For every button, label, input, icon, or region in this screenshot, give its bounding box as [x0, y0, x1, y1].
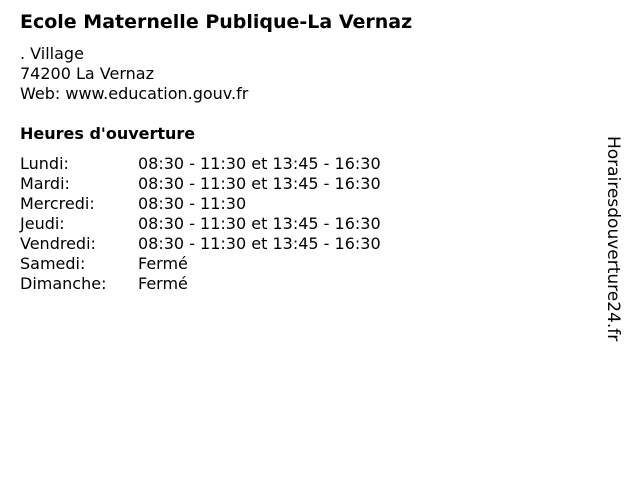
- hours-heading: Heures d'ouverture: [20, 124, 196, 143]
- hours-row-wednesday: [20, 194, 381, 214]
- day-label: Lundi:: [20, 154, 69, 173]
- day-hours: 08:30 - 11:30: [138, 194, 247, 213]
- day-label: Mardi:: [20, 174, 70, 193]
- hours-row-tuesday: [20, 174, 381, 194]
- address-street: . Village: [20, 44, 84, 63]
- hours-row-thursday: [20, 214, 381, 234]
- day-label: Vendredi:: [20, 234, 96, 253]
- day-label: Dimanche:: [20, 274, 107, 293]
- site-watermark: Horairesdouverture24.fr: [603, 136, 623, 342]
- hours-row-friday: [20, 234, 381, 254]
- day-hours: Fermé: [138, 254, 188, 273]
- day-hours: 08:30 - 11:30 et 13:45 - 16:30: [138, 174, 381, 193]
- hours-row-monday: [20, 154, 381, 174]
- address-city: 74200 La Vernaz: [20, 64, 154, 83]
- address-block: [20, 44, 248, 104]
- day-label: Samedi:: [20, 254, 86, 273]
- day-label: Mercredi:: [20, 194, 95, 213]
- hours-row-sunday: [20, 274, 381, 294]
- day-hours: 08:30 - 11:30 et 13:45 - 16:30: [138, 214, 381, 233]
- day-hours: 08:30 - 11:30 et 13:45 - 16:30: [138, 154, 381, 173]
- day-hours: 08:30 - 11:30 et 13:45 - 16:30: [138, 234, 381, 253]
- website-text: Web: www.education.gouv.fr: [20, 84, 249, 103]
- page-title: Ecole Maternelle Publique-La Vernaz: [20, 11, 413, 33]
- hours-row-saturday: [20, 254, 381, 274]
- hours-table: [20, 154, 381, 294]
- day-label: Jeudi:: [20, 214, 65, 233]
- day-hours: Fermé: [138, 274, 188, 293]
